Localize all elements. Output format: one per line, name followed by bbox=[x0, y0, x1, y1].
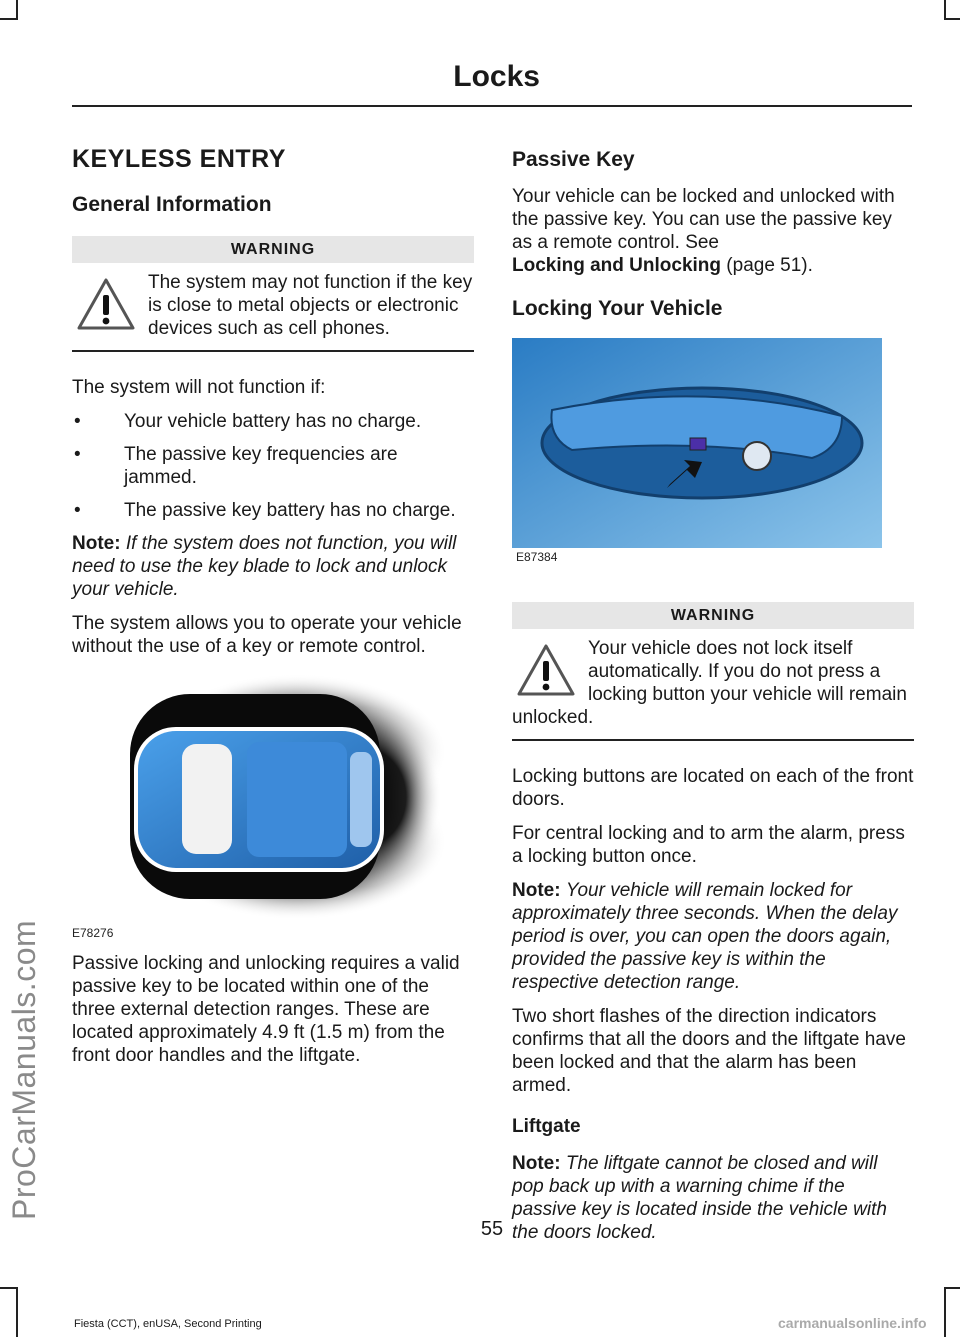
note-label: Note: bbox=[512, 880, 561, 901]
warning-label: WARNING bbox=[72, 236, 474, 263]
warning-text: Your vehicle does not lock itself automatically. If you do not press a locking button your vehicle will remain unlocked. bbox=[512, 638, 907, 728]
body-paragraph: Locking buttons are located on each of the front doors. bbox=[512, 766, 914, 810]
warning-block bbox=[512, 602, 914, 741]
crop-mark bbox=[0, 18, 18, 20]
figure-door-handle bbox=[512, 338, 914, 578]
passive-text: Your vehicle can be locked and unlocked with the passive key. You can use the passive key as a remote control. See bbox=[512, 186, 895, 253]
intro-text: The system will not function if: bbox=[72, 377, 326, 398]
footer-site: carmanualsonline.info bbox=[778, 1315, 927, 1331]
warning-body bbox=[72, 263, 474, 352]
body-paragraph: Two short flashes of the direction indicators confirms that all the doors and the liftgate have been locked and that the alarm has been armed. bbox=[512, 1006, 906, 1096]
crop-mark bbox=[0, 1287, 18, 1289]
figure-detection-zones bbox=[72, 672, 474, 942]
note-text: The liftgate cannot be closed and will pop back up with a warning chime if the passive key is located inside the vehicle with the doors locked. bbox=[512, 1153, 887, 1243]
crop-mark bbox=[16, 0, 18, 20]
crop-mark bbox=[944, 1287, 960, 1289]
warning-body bbox=[512, 629, 914, 741]
page-title: Locks bbox=[453, 60, 540, 93]
warning-label: WARNING bbox=[512, 602, 914, 629]
car-detection-illustration bbox=[72, 672, 474, 922]
note bbox=[72, 532, 474, 601]
page-reference: (page 51). bbox=[726, 255, 813, 276]
note-label: Note: bbox=[512, 1153, 561, 1174]
body-paragraph bbox=[512, 185, 914, 277]
cross-reference-link[interactable]: Locking and Unlocking bbox=[512, 255, 722, 276]
crop-mark bbox=[944, 0, 946, 20]
note-text: Your vehicle will remain locked for approximately three seconds. When the delay period is over, you can open the doors again, provided the passive key is within the respective detection range. bbox=[512, 880, 898, 993]
watermark: ProCarManuals.com bbox=[6, 919, 42, 1220]
warning-triangle-icon bbox=[76, 277, 136, 331]
header-divider bbox=[72, 105, 912, 107]
door-handle-illustration bbox=[512, 338, 882, 548]
list-item: • The passive key frequencies are jammed. bbox=[72, 443, 474, 489]
figure-id: E78276 bbox=[72, 926, 114, 940]
subsection-heading: Liftgate bbox=[512, 1116, 581, 1137]
note-text: If the system does not function, you will need to use the key blade to lock and unlock your vehicle. bbox=[72, 533, 457, 600]
subsection-heading: Passive Key bbox=[512, 148, 635, 171]
warning-text: The system may not function if the key is close to metal objects or electronic devices such as cell phones. bbox=[148, 272, 473, 339]
note-label: Note: bbox=[72, 533, 121, 554]
crop-mark bbox=[944, 1287, 946, 1337]
body-paragraph: The system allows you to operate your vehicle without the use of a key or remote control. bbox=[72, 613, 462, 657]
crop-mark bbox=[16, 1287, 18, 1337]
body-paragraph: For central locking and to arm the alarm, press a locking button once. bbox=[512, 823, 905, 867]
figure-id: E87384 bbox=[516, 550, 558, 564]
right-column bbox=[512, 148, 914, 1255]
list-item: • The passive key battery has no charge. bbox=[72, 499, 474, 522]
body-paragraph: Passive locking and unlocking requires a valid passive key to be located within one of the three external detection ranges. These are located approximately 4.9 ft (1.5 m) from the front door handles and the liftgate. bbox=[72, 953, 460, 1066]
footer-text: Fiesta (CCT), enUSA, Second Printing bbox=[74, 1318, 262, 1330]
page-number: 55 bbox=[480, 1218, 504, 1240]
bullet-list bbox=[72, 410, 474, 522]
subsection-heading: General Information bbox=[72, 193, 272, 216]
section-heading: KEYLESS ENTRY bbox=[72, 145, 286, 173]
crop-mark bbox=[944, 18, 960, 20]
warning-block bbox=[72, 236, 474, 352]
left-column bbox=[72, 145, 474, 1078]
note bbox=[512, 879, 914, 994]
list-item: • Your vehicle battery has no charge. bbox=[72, 410, 474, 433]
subsection-heading: Locking Your Vehicle bbox=[512, 297, 723, 320]
warning-triangle-icon bbox=[516, 643, 576, 697]
